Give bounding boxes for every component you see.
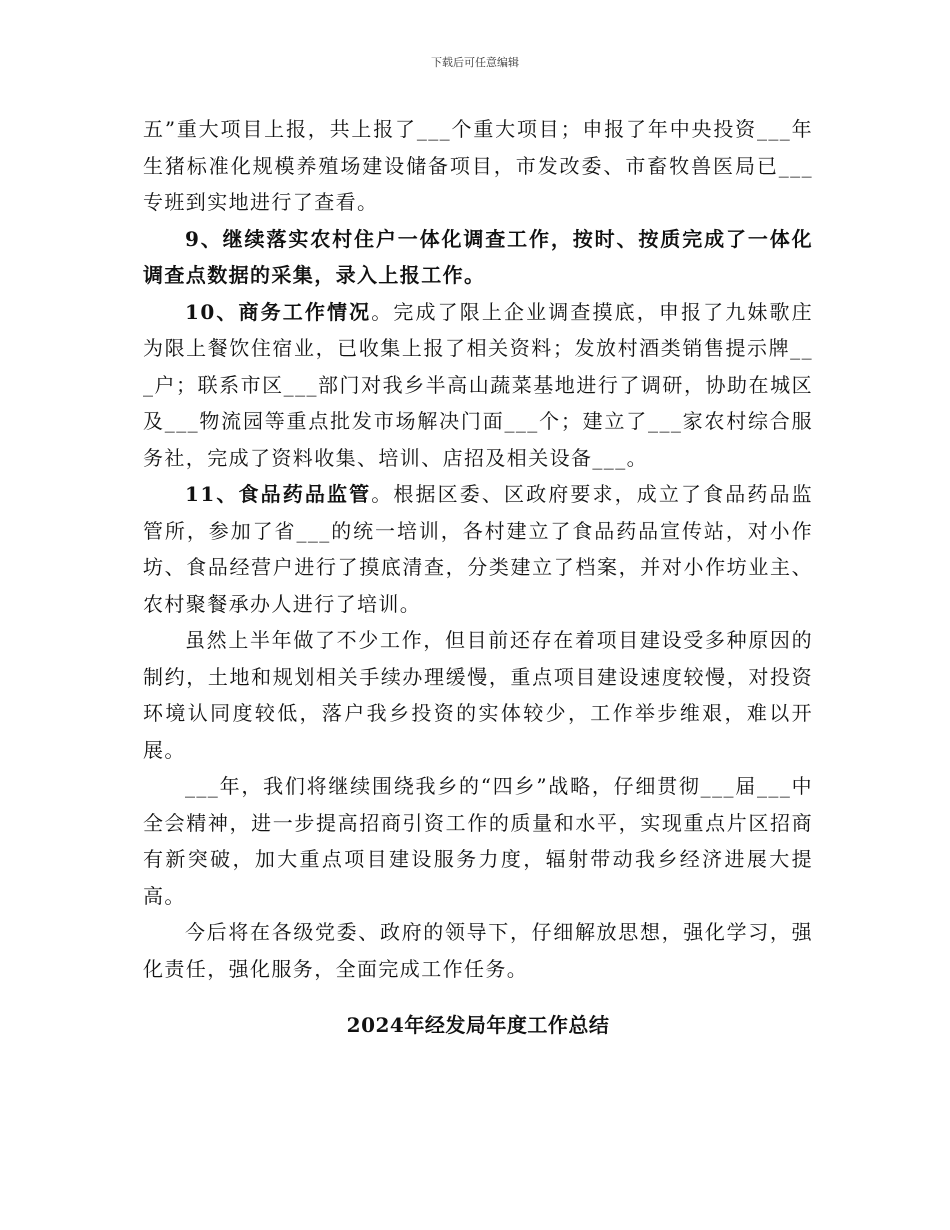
paragraph-closing: 今后将在各级党委、政府的领导下，仔细解放思想，强化学习，强化责任，强化服务，全面完成工作任务。 [143,920,813,981]
item-10-text: 。完成了限上企业调查摸底，申报了九妹歌庄为限上餐饮住宿业，已收集上报了相关资料；发放村酒类销售提示牌___户；联系市区___部门对我乡半高山蔬菜基地进行了调研，协助在城区及___物流园等重点批发市场解决门面___个；建立了___家农村综合服务社，完成了资料收集、培训、店招及相关设备___。 [143,299,814,470]
item-11-text: 。根据区委、区政府要求，成立了食品药品监管所，参加了省___的统一培训，各村建立了食品药品宣传站，对小作坊、食品经营户进行了摸底清查，分类建立了档案，并对小作坊业主、农村聚餐承办人进行了培训。 [143,482,814,616]
paragraph-item-10 [143,294,813,477]
item-11-heading: 11、食品药品监管 [185,482,372,506]
item-10-heading: 10、商务工作情况 [185,299,372,324]
page-header: 下载后可任意编辑 [431,56,519,69]
document-body [143,111,813,1044]
paragraph-item-11 [143,476,813,622]
paragraph-continued: 五”重大项目上报，共上报了___个重大项目；申报了年中央投资___年生猪标准化规模养殖场建设储备项目，市发改委、市畜牧兽医局已___专班到实地进行了查看。 [143,117,813,214]
paragraph-plan: ___年，我们将继续围绕我乡的“四乡”战略，仔细贯彻___届___中全会精神，进一步提高招商引资工作的质量和水平，实现重点片区招商有新突破，加大重点项目建设服务力度，辐射带动我乡经济进展大提高。 [143,774,813,908]
next-document-title: 2024年经发局年度工作总结 [346,1013,610,1037]
paragraph-item-9: 9、继续落实农村住户一体化调查工作，按时、按质完成了一体化调查点数据的采集，录入上报工作。 [143,226,813,287]
paragraph-problems: 虽然上半年做了不少工作，但目前还存在着项目建设受多种原因的制约，土地和规划相关手续办理缓慢，重点项目建设速度较慢，对投资环境认同度较低，落户我乡投资的实体较少，工作举步维艰，难以开展。 [143,628,813,762]
